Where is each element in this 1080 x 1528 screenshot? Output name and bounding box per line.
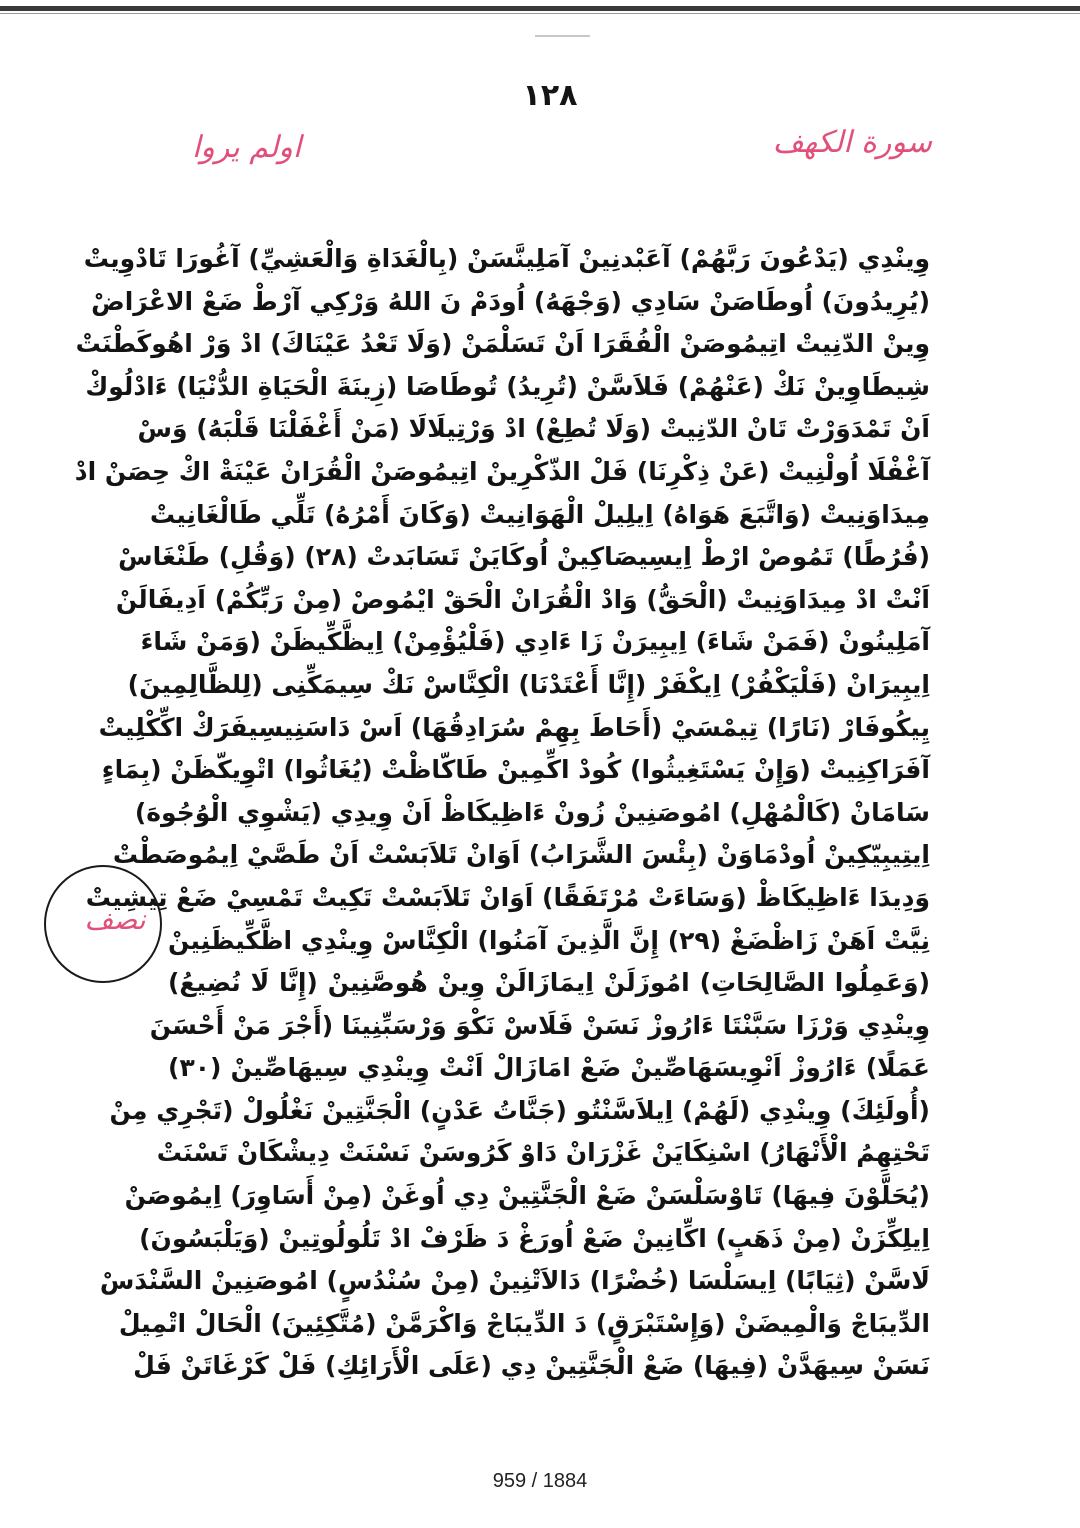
text-line: نَسَنْ سِيهَدَّنْ (فِيهَا) ضَعْ الْجَنَّتِينْ دِي (عَلَى الْأَرَائِكِ) فَلْ كَرْغَاتَنْ فَلْ [133, 1351, 930, 1381]
text-line: آمَلِينُونْ (فَمَنْ شَاءَ) اِيبِيرَنْ زَا ءَادِي (فَلْيُؤْمِنْ) اِيظَّكِّيظَنْ (وَمَنْ شَاءَ [140, 627, 930, 657]
surah-name-note: سورة الكهف [772, 125, 932, 160]
text-line: وِينْدِي وَرْزَا سَبَّنْتَا ءَارُوزْ نَسَنْ فَلَاسْ نَكْوَ وَرْسَبِّنِينَا (أَجْرَ مَنْ أَحْسَنَ [149, 1010, 930, 1040]
text-line: وَدِيدَا ءَاظِيكَاظْ (وَسَاءَتْ مُرْتَفَقًا) اَوَانْ تَلاَبَسْتْ تَكِيتْ تَمْسِيْ ضَعْ تِيشِيتْ [85, 882, 930, 912]
text-line: تَحْتِهِمُ الْأَنْهَارُ) اسْنِكَايَنْ غَزْرَانْ دَاوْ كَرُوسَنْ نَسْنَتْ دِيشْكَانْ تَسْنَتْ [156, 1138, 930, 1168]
text-line: آغْفْلَا اُولْنِيتْ (عَنْ ذِكْرِنَا) فَلْ الذّكْرِينْ اتِيمُوصَنْ الْقُرَانْ عَيْنَةْ اكْ حِصَنْ ادْ [74, 456, 930, 486]
text-line: (أُولَئِكَ) وِينْدِي (لَهُمْ) اِيلاَسَّنْتُو (جَنَّاتُ عَدْنٍ) الْجَنَّتِينْ نَغْلُولْ (تَجْرِي مِنْ [109, 1095, 930, 1125]
text-line: (يُحَلَّوْنَ فِيهَا) تَاوْسَلْسَنْ ضَعْ الْجَنَّتِينْ دِي اُوغَنْ (مِنْ أَسَاوِرَ) اِيمُوصَنْ [124, 1181, 930, 1211]
text-line: اِيبِيرَانْ (فَلْيَكْفُرْ) اِيكْفَرْ (إِنَّا أَعْتَدْنَا) الْكِنَّاسْ نَكْ سِيمَكِّنِى (لِلظَّالِمِينَ) [127, 669, 930, 699]
page-counter: 959 / 1884 [492, 1470, 588, 1492]
text-line: آفَرَاكِنِيتْ (وَإِنْ يَسْتَغِيثُوا) كُودْ اكِّمِينْ طَاكّاظْتْ (يُغَاثُوا) اتْوِيكّظَنْ (بِمَاءٍ [101, 755, 930, 785]
juz-name-note: اولم يروا [192, 130, 302, 165]
text-line: الدِّيبَاجْ وَالْمِيضَنْ (وَإِسْتَبْرَقٍ) دَ الدِّيبَاجْ وَاكْرَمَّنْ (مُتَّكِئِينَ) الْحَالْ اتْمِيلْ [118, 1308, 930, 1338]
text-line: (يُرِيدُونَ) اُوطَاصَنْ سَادِي (وَجْهَهُ) اُودَمْ نَ اللهُ وَرْكِي آرْطْ ضَعْ الاعْرَاضْ [91, 286, 930, 316]
text-line: وِينْدِي (يَدْعُونَ رَبَّهُمْ) آعَبْدنِينْ آمَلِينَّسَنْ (بِالْغَدَاةِ وَالْعَشِيِّ) آغُورَا تَادْوِيتْ [83, 244, 930, 273]
scan-edge-line [0, 6, 1080, 11]
text-line: (وَعَمِلُوا الصَّالِحَاتِ) امُوزَلَنْ اِيمَازَالَنْ وِينْ هُوصَّنِينْ (إِنَّا لَا نُضِيعُ) [168, 968, 930, 998]
half-marker-label: نصف [84, 903, 146, 936]
text-line: يِيكُوفَارْ (نَارًا) تِيمْسَيْ (أَحَاطَ بِهِمْ سُرَادِقُهَا) اَسْ دَاسَنِيسِيفَرَكْ اكِّكْلِيتْ [98, 712, 930, 742]
text-line: اَنْ تَمْدَوَرْتْ تَانْ الدّنِيتْ (وَلَا تُطِعْ) ادْ وَرْتِيلَالَا (مَنْ أَغْفَلْنَا قَلْبَهُ) وَسْ [137, 414, 930, 444]
text-line: عَمَلًا) ءَارُوزْ اَنْوِيسَهَاصِّينْ ضَعْ امَازَالْ اَنْتْ وِينْدِي سِيهَاصِّينْ (٣٠) [168, 1053, 930, 1083]
text-line: سَامَانْ (كَالْمُهْلِ) امُوصَنِينْ زُونْ ءَاظِيكَاظْ اَنْ وِيدِي (يَشْوِي الْوُجُوهَ) [134, 797, 930, 827]
text-line: اَنْتْ ادْ مِيدَاوَنِيتْ (الْحَقُّ) وَادْ الْقُرَانْ الْحَقْ ايْمُوصْ (مِنْ رَبِّكُمْ) اَدِيفَالَنْ [115, 584, 930, 614]
text-line: (فُرُطًا) تَمُوصْ ارْطْ اِيسِيصَاكِينْ اُوكَايَنْ تَسَابَدتْ (٢٨) (وَقُلِ) طَنْغَاسْ [118, 542, 930, 572]
scan-mark [535, 35, 590, 37]
text-line: وِينْ الدّنِيتْ اتِيمُوصَنْ الْفُقَرَا اَنْ تَسَلْمَنْ (وَلَا تَعْدُ عَيْنَاكَ) ادْ وَرْ اهُوكَطْنَتْ [75, 329, 930, 359]
text-line: اِيتِيبِيّكِينْ اُودْمَاوَنْ (بِئْسَ الشَّرَابُ) اَوَانْ تَلاَبَسْتْ اَنْ طَصَّيْ اِيمُوصَطْتْ [112, 840, 930, 870]
text-line: شِيطَاوِينْ نَكْ (عَنْهُمْ) فَلاَسَّنْ (تُرِيدُ) تُوطَاصَا (زِينَةَ الْحَيَاةِ الدُّنْيَا) ءَادْلُوكْ [85, 371, 930, 401]
page-number: ١٢٨ [522, 78, 578, 113]
text-line: مِيدَاوَنِيتْ (وَاتَّبَعَ هَوَاهُ) اِيلِيلْ الْهَوَانِيتْ (وَكَانَ أَمْرُهُ) تَلِّي طَالْغَانِيتْ [149, 499, 930, 529]
text-line: نِيَّتْ اَهَنْ زَاظْضَغْ (٢٩) إِنَّ الَّذِينَ آمَنُوا) الْكِنَّاسْ وِينْدِي اظَّكِّيظَنِينْ [168, 925, 931, 955]
text-line: لَاسَّنْ (ثِيَابًا) اِيسَلْسَا (خُضْرًا) دَالاَتْنِينْ (مِنْ سُنْدُسٍ) امُوصَنِينْ السَّنْدَسْ [99, 1266, 930, 1296]
text-line: اِيلِكِّزَنْ (مِنْ ذَهَبٍ) اكِّانِينْ ضَعْ اُورَغْ دَ ظَرْفْ ادْ تَلُولُوتِينْ (وَيَلْبَسُونَ) [139, 1223, 930, 1253]
scan-edge-shadow [0, 13, 1080, 14]
